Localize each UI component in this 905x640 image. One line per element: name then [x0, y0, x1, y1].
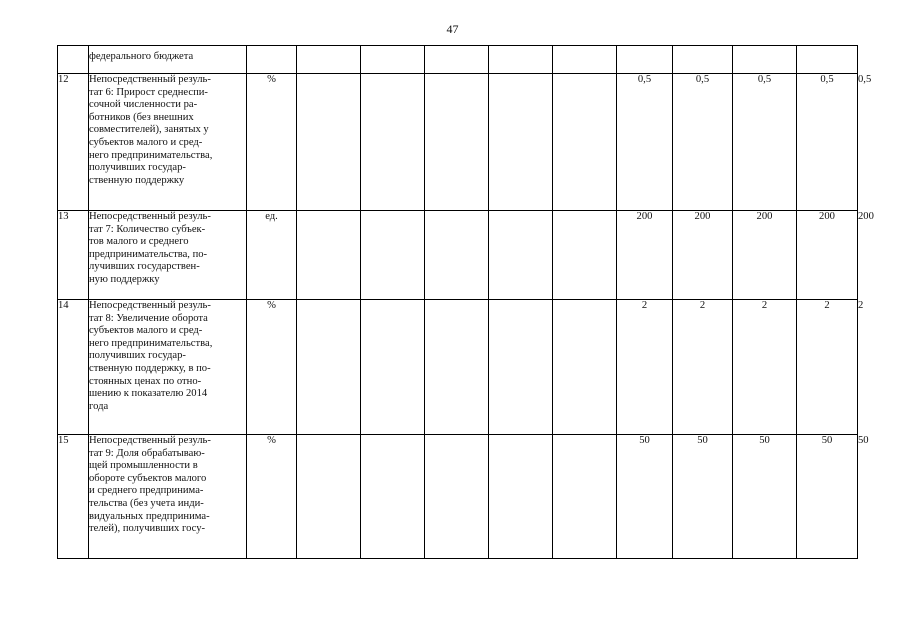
value-cell [553, 435, 617, 559]
description-line: получивших государ- [89, 162, 186, 174]
value-cell [361, 435, 425, 559]
value-cell [673, 46, 733, 74]
description-line: тат 9: Доля обрабатываю- [89, 447, 205, 459]
description-line: субъектов малого и сред- [89, 325, 203, 337]
description-line: ственную поддержку, в по- [89, 362, 211, 374]
row-number-cell [58, 46, 89, 74]
value-cell: 2 [673, 300, 733, 435]
value-cell [553, 46, 617, 74]
description-line: него предпринимательства, [89, 337, 213, 349]
table-row: 15 Непосредственный резуль- тат 9: Доля обрабатываю- щей промышленности в обороте субъектов малого и среднего предпринима- тельства (без учета инди- видуальных предпринима- телей), получивших госу- % 50 50 50 50 50 [58, 435, 858, 559]
value-cell: 0,5 [733, 74, 797, 211]
description-line: него предпринимательства, [89, 149, 213, 161]
value-cell [553, 300, 617, 435]
value-cell: 2 [733, 300, 797, 435]
description-line: ственную поддержку [89, 174, 185, 186]
value-cell [297, 46, 361, 74]
value-cell [361, 74, 425, 211]
value-cell [489, 74, 553, 211]
page-number: 47 [446, 22, 459, 36]
description-line: и среднего предпринима- [89, 485, 204, 497]
value-cell [553, 211, 617, 300]
indicator-description-cell [89, 211, 247, 300]
unit-cell: ед. [247, 211, 297, 300]
value-cell [297, 435, 361, 559]
description-line: телей), получивших госу- [89, 523, 206, 535]
value-cell: 200 [673, 211, 733, 300]
value-cell: 2 [617, 300, 673, 435]
description-line: предпринимательства, по- [89, 248, 208, 260]
value-cell [489, 211, 553, 300]
description-line: щей промышленности в [89, 460, 198, 472]
description-line: лучивших государствен- [89, 261, 200, 273]
value-cell [489, 300, 553, 435]
unit-cell: % [247, 74, 297, 211]
value-cell [553, 74, 617, 211]
row-number-cell: 12 [58, 74, 89, 211]
row-number-cell: 13 [58, 211, 89, 300]
value-cell: 50 [673, 435, 733, 559]
indicator-description-cell [89, 435, 247, 559]
description-line: Непосредственный резуль- [89, 300, 211, 311]
description-line: получивших государ- [89, 350, 186, 362]
description-line: Непосредственный резуль- [89, 211, 211, 222]
value-cell: 2 [797, 300, 858, 435]
description-line: ную поддержку [89, 273, 160, 285]
description-line: тат 7: Количество субъек- [89, 223, 206, 235]
description-line: года [89, 400, 109, 412]
description-line: федерального бюджета [89, 51, 194, 62]
table-row: 12 Непосредственный резуль- тат 6: Прирост среднеспи- сочной численности ра- ботников (без внешних совместителей), занятых у субъектов малого и сред- него предпринимательства, получивших государ- ственную поддержку % 0,5 0,5 0,5 0,5 0,5 [58, 74, 858, 211]
value-cell [361, 46, 425, 74]
value-cell [489, 435, 553, 559]
value-cell: 200 [617, 211, 673, 300]
description-line: субъектов малого и сред- [89, 136, 203, 148]
table-row: 14 Непосредственный резуль- тат 8: Увеличение оборота субъектов малого и сред- него предпринимательства, получивших государ- ственную поддержку, в по- стоянных ценах по отно- шению к показателю 2014 года % 2 2 2 2 2 [58, 300, 858, 435]
indicator-description-cell [89, 46, 247, 74]
row-number-cell: 15 [58, 435, 89, 559]
value-cell [425, 435, 489, 559]
unit-cell: % [247, 435, 297, 559]
value-cell [617, 46, 673, 74]
description-line: шению к показателю 2014 [89, 388, 208, 400]
value-cell [297, 211, 361, 300]
description-line: совместителей), занятых у [89, 124, 209, 136]
value-cell [425, 211, 489, 300]
value-cell [425, 46, 489, 74]
indicator-description-cell [89, 74, 247, 211]
value-cell [489, 46, 553, 74]
value-cell [733, 46, 797, 74]
description-line: обороте субъектов малого [89, 472, 207, 484]
value-cell [425, 300, 489, 435]
description-line: тельства (без учета инди- [89, 497, 204, 509]
description-line: видуальных предпринима- [89, 510, 210, 522]
description-line: Непосредственный резуль- [89, 74, 211, 85]
value-cell [361, 300, 425, 435]
value-cell [297, 300, 361, 435]
value-cell: 0,5 [673, 74, 733, 211]
value-cell: 0,5 [617, 74, 673, 211]
value-cell: 200 [797, 211, 858, 300]
value-cell [425, 74, 489, 211]
description-line: стоянных ценах по отно- [89, 375, 202, 387]
description-line: тов малого и среднего [89, 236, 189, 248]
description-line: тат 8: Увеличение оборота [89, 312, 208, 324]
value-cell: 0,5 [797, 74, 858, 211]
data-table [57, 45, 874, 559]
indicator-description-cell [89, 300, 247, 435]
table-row [58, 46, 858, 74]
description-line: ботников (без внешних [89, 111, 194, 123]
value-cell: 50 [617, 435, 673, 559]
value-cell: 200 [733, 211, 797, 300]
row-number-cell: 14 [58, 300, 89, 435]
description-line: тат 6: Прирост среднеспи- [89, 86, 208, 98]
description-line: Непосредственный резуль- [89, 435, 211, 446]
description-line: сочной численности ра- [89, 99, 198, 111]
value-cell [297, 74, 361, 211]
value-cell: 50 [797, 435, 858, 559]
unit-cell: % [247, 300, 297, 435]
value-cell: 50 [733, 435, 797, 559]
value-cell [361, 211, 425, 300]
unit-cell [247, 46, 297, 74]
table-row: 13 Непосредственный резуль- тат 7: Количество субъек- тов малого и среднего предпринимательства, по- лучивших государствен- ную поддержку ед. 200 200 200 200 200 [58, 211, 858, 300]
value-cell [797, 46, 858, 74]
